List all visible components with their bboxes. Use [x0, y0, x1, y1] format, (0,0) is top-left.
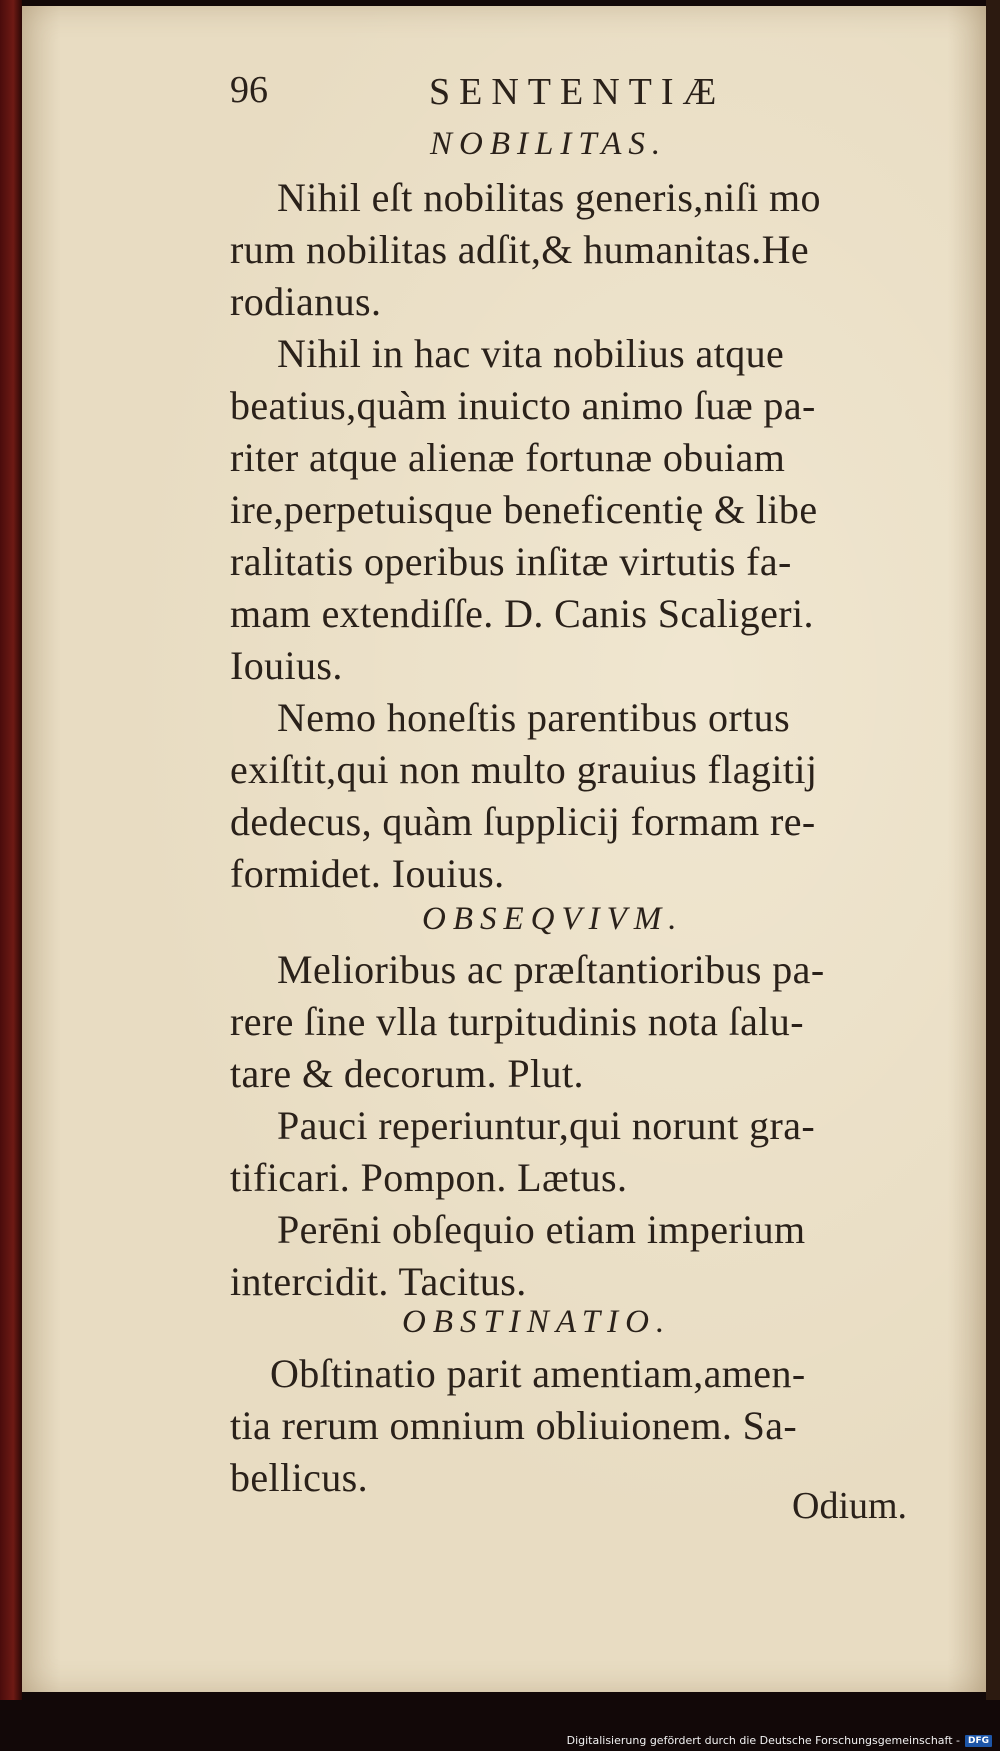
text-line: riter atque alienæ fortunæ obuiam [230, 435, 786, 480]
text-line: exiſtit,qui non multo grauius flagitij [230, 747, 818, 792]
catchword: Odium. [792, 1485, 908, 1527]
text-line: Perēni obſequio etiam imperium [277, 1207, 806, 1252]
text-line: formidet. Iouius. [230, 851, 505, 896]
text-line: tia rerum omnium obliuionem. Sa- [230, 1403, 798, 1448]
text-line: Nihil in hac vita nobilius atque [277, 331, 785, 376]
text-line: Iouius. [230, 643, 343, 688]
text-line: intercidit. Tacitus. [230, 1259, 527, 1304]
text-line: Nemo honeſtis parentibus ortus [277, 695, 791, 740]
text-line: Melioribus ac præſtantioribus pa- [277, 947, 825, 992]
text-line: ire,perpetuisque beneficentię & libe [230, 487, 818, 532]
text-line: dedecus, quàm ſupplicij formam re- [230, 799, 816, 844]
book-binding-edge [0, 0, 22, 1700]
book-page [22, 6, 986, 1692]
running-title: SENTENTIÆ [429, 71, 726, 113]
section-heading-nobilitas: NOBILITAS. [430, 126, 668, 162]
text-line: tificari. Pompon. Lætus. [230, 1155, 628, 1200]
text-line: rum nobilitas adſit,& humanitas.He [230, 227, 810, 272]
page-number: 96 [230, 69, 268, 111]
text-line: mam extendiſſe. D. Canis Scaligeri. [230, 591, 814, 636]
text-line: tare & decorum. Plut. [230, 1051, 584, 1096]
text-line: rodianus. [230, 279, 382, 324]
text-line: beatius,quàm inuicto animo ſuæ pa- [230, 383, 816, 428]
text-line: bellicus. [230, 1455, 369, 1500]
text-line: Obſtinatio parit amentiam,amen- [270, 1351, 806, 1396]
section-heading-obstinatio: OBSTINATIO. [402, 1304, 672, 1340]
text-line: Nihil eſt nobilitas generis,niſi mo [277, 175, 821, 220]
digitization-credit [567, 1734, 992, 1747]
text-line: ralitatis operibus inſitæ virtutis fa- [230, 539, 792, 584]
section-heading-obsequium: OBSEQVIVM. [422, 901, 684, 937]
text-line: Pauci reperiuntur,qui norunt gra- [277, 1103, 816, 1148]
dfg-logo: DFG [965, 1735, 992, 1747]
credit-text: Digitalisierung gefördert durch die Deutsche Forschungsgemeinschaft - [566, 1734, 960, 1747]
text-line: rere ſine vlla turpitudinis nota ſalu- [230, 999, 804, 1044]
book-fore-edge [986, 0, 1000, 1700]
